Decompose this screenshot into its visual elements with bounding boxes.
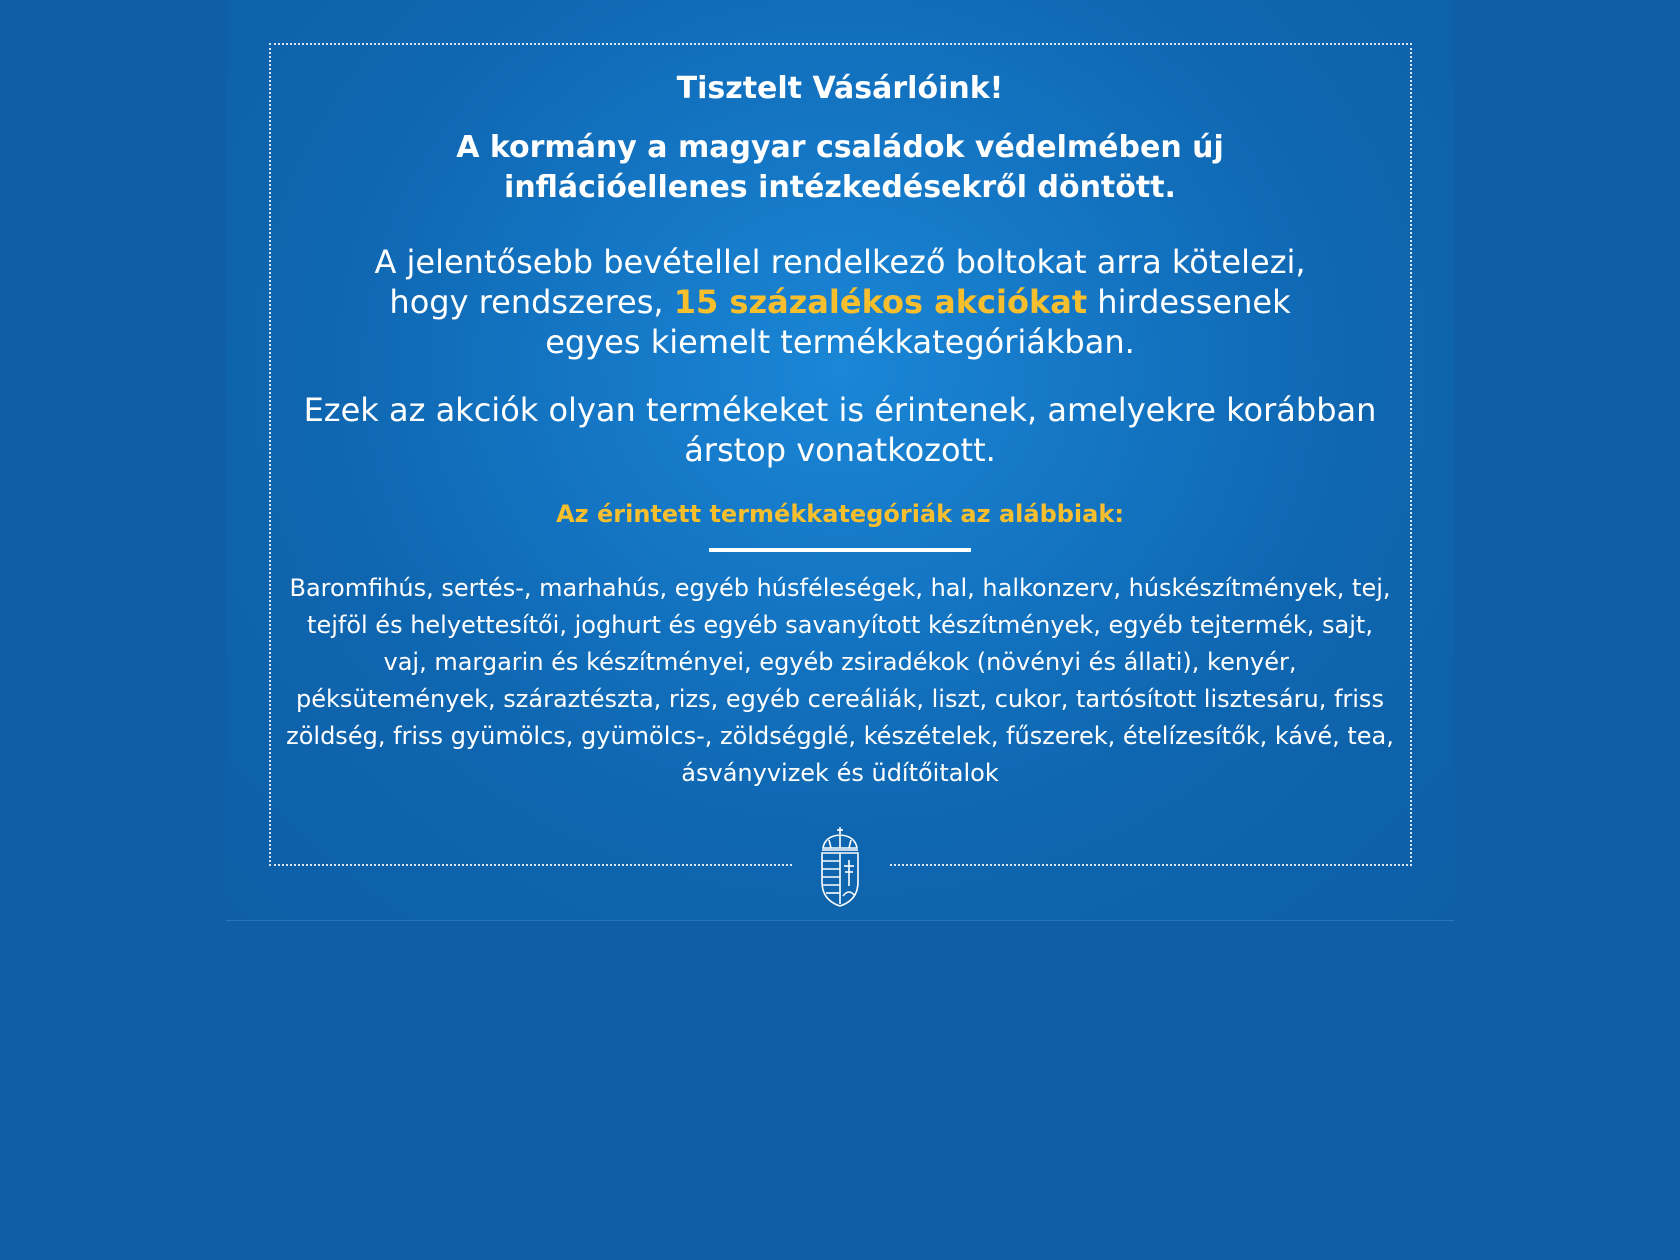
divider <box>709 548 971 552</box>
paragraph-obligation-start: A jelentősebb bevétellel rendelkező boltokat arra kötelezi, hogy rendszeres, <box>374 243 1306 321</box>
discount-highlight: 15 százalékos akciókat <box>673 283 1088 321</box>
greeting: Tisztelt Vásárlóink! <box>676 71 1004 106</box>
hungarian-coat-of-arms-icon <box>817 826 863 908</box>
headline: A kormány a magyar családok védelmében új inflációellenes intézkedésekről döntött. <box>456 130 1224 205</box>
notice-content <box>282 70 1398 792</box>
categories-list: Baromfihús, sertés-, marhahús, egyéb húsféleségek, hal, halkonzerv, húskészítmények, tej, tejföl és helyettesítői, joghurt és egyéb savanyított készítmények, egyéb tejtermék, sajt, vaj, margarin és készítményei, egyéb zsiradékok (növényi és állati), kenyér, péksütemények, száraztészta, rizs, egyéb cereáliák, liszt, cukor, tartósított lisztesáru, friss zöldség, friss gyümölcs, gyümölcs-, zöldségglé, készételek, fűszerek, ételízesítők, kávé, tea, ásványvizek és üdítőitalok <box>286 574 1394 787</box>
paragraph-obligation <box>282 242 1398 362</box>
paragraph-obligation-end: hirdessenek egyes kiemelt termékkategóriákban. <box>545 283 1291 361</box>
paragraph-price-cap: Ezek az akciók olyan termékeket is érintenek, amelyekre korábban árstop vonatkozott. <box>303 391 1377 469</box>
categories-heading: Az érintett termékkategóriák az alábbiak: <box>556 500 1124 528</box>
